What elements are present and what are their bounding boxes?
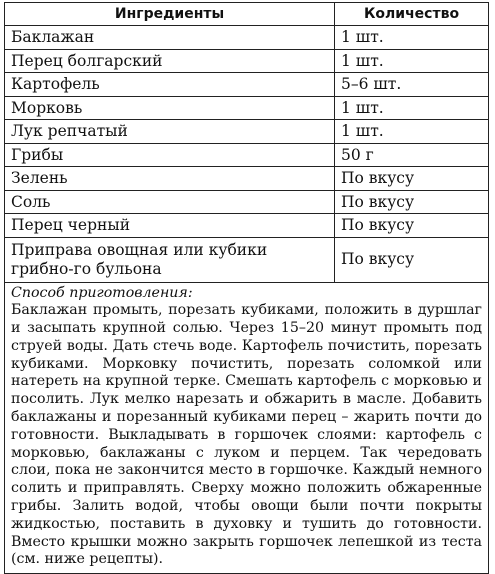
quantity-header: Количество bbox=[335, 3, 489, 26]
recipe-row bbox=[5, 282, 489, 574]
table-row bbox=[5, 214, 489, 238]
ingredients-table bbox=[4, 2, 489, 574]
ingredient-quantity: По вкусу bbox=[335, 167, 489, 191]
table-header-row bbox=[5, 3, 489, 26]
ingredient-name: Зелень bbox=[5, 167, 335, 191]
ingredient-name: Баклажан bbox=[5, 26, 335, 50]
recipe-page bbox=[4, 2, 488, 574]
ingredient-name: Соль bbox=[5, 190, 335, 214]
table-row bbox=[5, 190, 489, 214]
ingredient-quantity: 1 шт. bbox=[335, 26, 489, 50]
table-row bbox=[5, 120, 489, 144]
ingredient-quantity: 5–6 шт. bbox=[335, 73, 489, 97]
recipe-cell bbox=[5, 282, 489, 574]
ingredient-quantity: По вкусу bbox=[335, 237, 489, 282]
ingredient-name: Картофель bbox=[5, 73, 335, 97]
ingredient-quantity: 1 шт. bbox=[335, 96, 489, 120]
ingredient-quantity: По вкусу bbox=[335, 214, 489, 238]
ingredient-quantity: 50 г bbox=[335, 143, 489, 167]
recipe-text: Баклажан промыть, порезать кубиками, положить в дуршлаг и засыпать крупной солью. Через 15–20 минут промыть под струей воды. Дать стечь воде. Картофель почистить, порезать кубиками. Морковку почистить, порезать соломкой или натереть на крупной терке. Смешать картофель с морковью и посолить. Лук мелко нарезать и обжарить в масле. Добавить баклажаны и порезанный кубиками перец – жарить почти до готовности. Выкладывать в горшочек слоями: картофель с морковью, баклажаны с луком и перцем. Так чередовать слои, пока не закончится место в горшочке. Каждый немного солить и приправлять. Сверху можно положить обжаренные грибы. Залить водой, чтобы овощи были почти покрыты жидкостью, поставить в духовку и тушить до готовности. Вместо крышки можно закрыть горшочек лепешкой из теста (см. ниже рецепты). bbox=[11, 302, 482, 568]
ingredients-header: Ингредиенты bbox=[5, 3, 335, 26]
ingredient-quantity: 1 шт. bbox=[335, 120, 489, 144]
table-row bbox=[5, 49, 489, 73]
table-row bbox=[5, 26, 489, 50]
ingredient-name: Грибы bbox=[5, 143, 335, 167]
ingredient-name: Перец болгарский bbox=[5, 49, 335, 73]
table-row bbox=[5, 237, 489, 282]
ingredient-name: Морковь bbox=[5, 96, 335, 120]
table-row bbox=[5, 96, 489, 120]
ingredient-quantity: По вкусу bbox=[335, 190, 489, 214]
table-row bbox=[5, 73, 489, 97]
table-row bbox=[5, 167, 489, 191]
ingredient-name: Приправа овощная или кубики грибно-го бульона bbox=[5, 237, 335, 282]
table-row bbox=[5, 143, 489, 167]
ingredient-quantity: 1 шт. bbox=[335, 49, 489, 73]
ingredient-name: Перец черный bbox=[5, 214, 335, 238]
recipe-title: Способ приготовления: bbox=[11, 284, 193, 301]
ingredient-name: Лук репчатый bbox=[5, 120, 335, 144]
